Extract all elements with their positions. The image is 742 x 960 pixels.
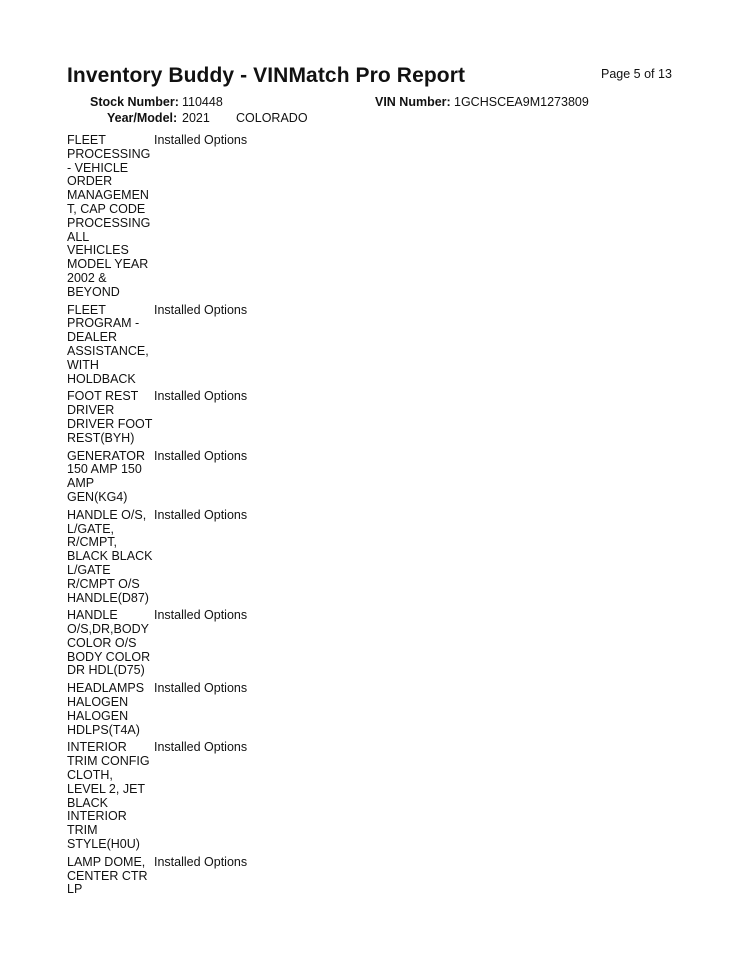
- option-row: [67, 450, 327, 505]
- option-name: HANDLE O/S, L/GATE, R/CMPT, BLACK BLACK L/GATE R/CMPT O/S HANDLE(D87): [67, 507, 153, 605]
- stock-number-label: Stock Number:: [90, 95, 179, 109]
- model-value: COLORADO: [236, 111, 308, 125]
- option-name: FOOT REST DRIVER DRIVER FOOT REST(BYH): [67, 389, 153, 445]
- option-category: Installed Options: [154, 448, 248, 463]
- option-row: [67, 304, 327, 387]
- option-name: HANDLE O/S,DR,BODY COLOR O/S BODY COLOR DR HDL(D75): [67, 608, 151, 678]
- option-name: HEADLAMPS HALOGEN HALOGEN HDLPS(T4A): [67, 681, 145, 737]
- option-category: Installed Options: [154, 133, 248, 147]
- option-category: Installed Options: [154, 389, 248, 404]
- option-row: [67, 856, 327, 897]
- option-row: [67, 609, 327, 678]
- vin-number-label: VIN Number:: [375, 95, 451, 109]
- option-row: [67, 682, 327, 737]
- option-category: Installed Options: [154, 302, 248, 317]
- option-category: Installed Options: [154, 681, 248, 696]
- report-title: Inventory Buddy - VINMatch Pro Report: [67, 64, 466, 87]
- option-name: INTERIOR TRIM CONFIG CLOTH, LEVEL 2, JET BLACK INTERIOR TRIM STYLE(H0U): [67, 740, 150, 852]
- option-category: Installed Options: [154, 740, 248, 755]
- option-name: FLEET PROCESSING - VEHICLE ORDER MANAGEMEN T, CAP CODE PROCESSING ALL VEHICLES MODEL YEAR 2002 & BEYOND: [67, 133, 151, 299]
- option-row: [67, 509, 327, 606]
- option-name: FLEET PROGRAM - DEALER ASSISTANCE, WITH HOLDBACK: [67, 302, 149, 386]
- vin-number-value: 1GCHSCEA9M1273809: [454, 95, 589, 109]
- option-category: Installed Options: [154, 854, 248, 869]
- option-name: LAMP DOME, CENTER CTR LP: [67, 854, 148, 897]
- option-category: Installed Options: [154, 507, 248, 522]
- stock-number-value: 110448: [182, 95, 223, 109]
- options-list: [67, 134, 327, 901]
- option-row: [67, 390, 327, 445]
- option-name: GENERATOR 150 AMP 150 AMP GEN(KG4): [67, 448, 146, 504]
- page-number: Page 5 of 13: [601, 67, 672, 81]
- year-value: 2021: [182, 111, 210, 125]
- option-row: [67, 741, 327, 851]
- option-category: Installed Options: [154, 608, 248, 623]
- option-row: [67, 134, 327, 300]
- year-model-label: Year/Model:: [107, 111, 178, 125]
